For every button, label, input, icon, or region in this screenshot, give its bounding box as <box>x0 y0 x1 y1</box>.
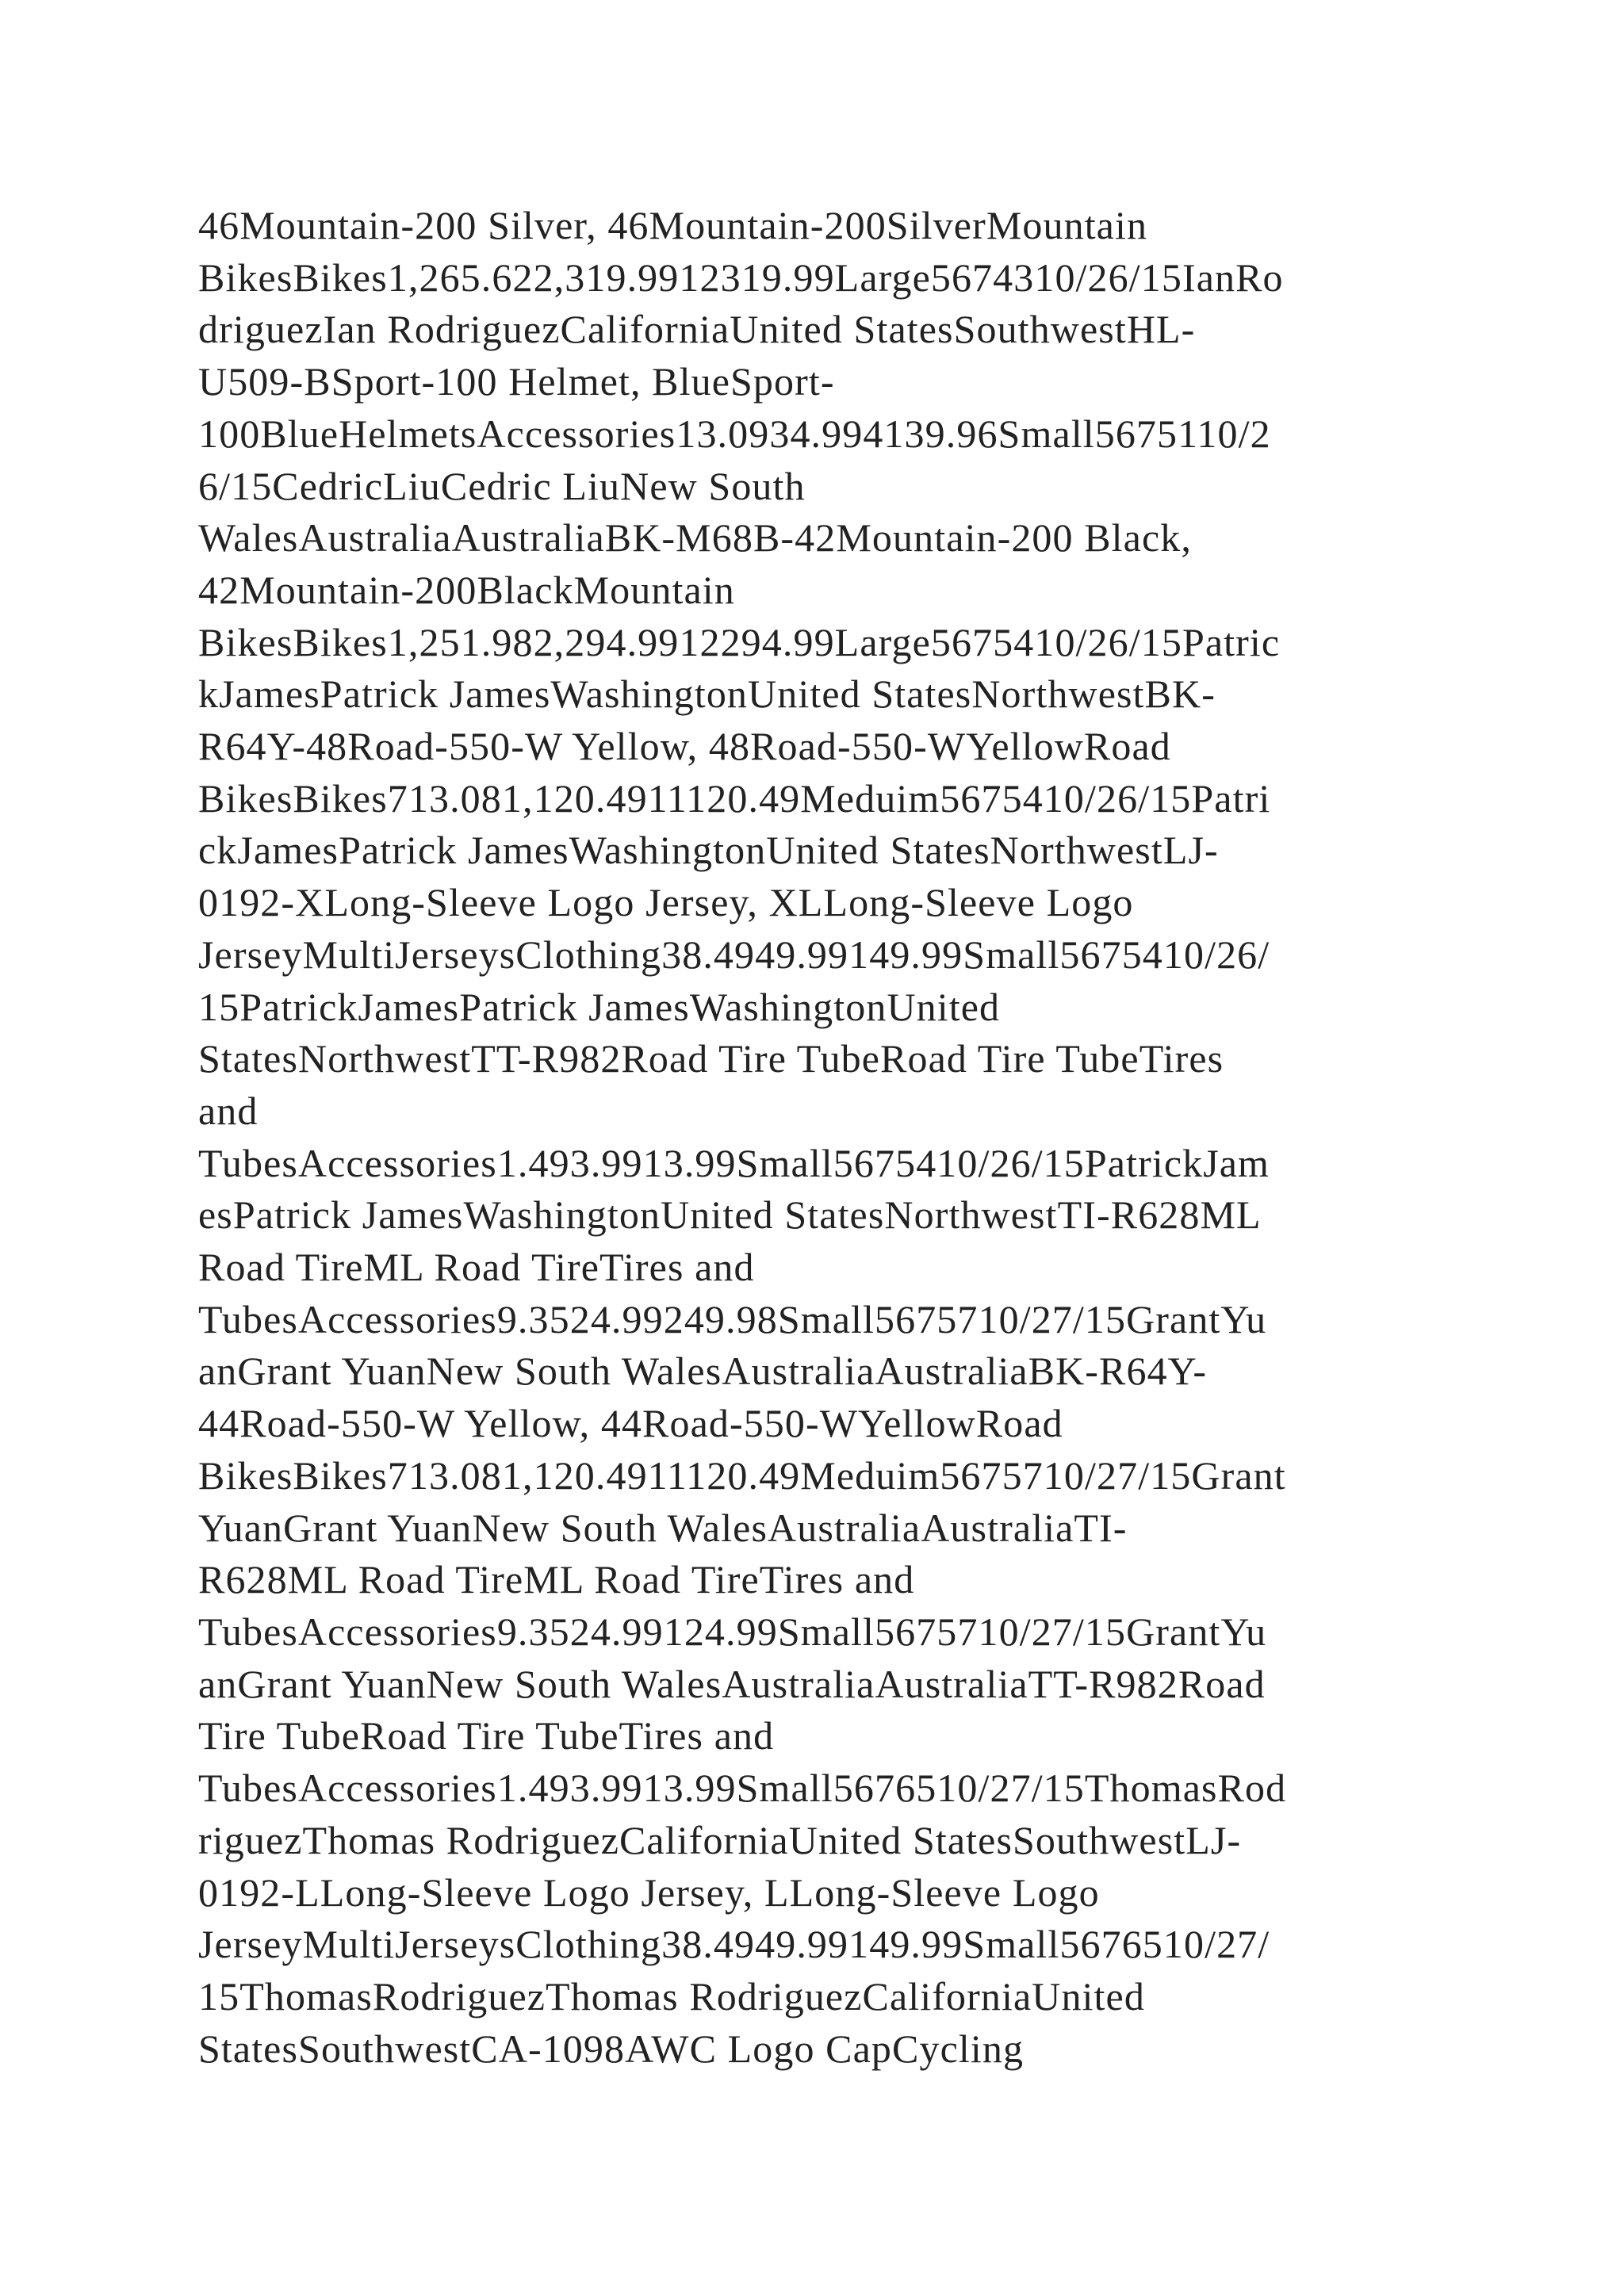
text-line-14: 0192-XLong-Sleeve Logo Jersey, XLLong-Sleeve Logo <box>198 880 1134 925</box>
document-text-block <box>198 200 1451 2075</box>
text-line-8: 42Mountain-200BlackMountain <box>198 567 735 612</box>
text-line-17: StatesNorthwestTT-R982Road Tire TubeRoad Tire TubeTires <box>198 1036 1224 1081</box>
text-line-7: WalesAustraliaAustraliaBK-M68B-42Mountain-200 Black, <box>198 515 1192 561</box>
text-line-35: 15ThomasRodriguezThomas RodriguezCaliforniaUnited <box>198 1973 1145 2019</box>
text-line-5: 100BlueHelmetsAccessories13.0934.994139.96Small5675110/2 <box>198 411 1271 456</box>
text-line-9: BikesBikes1,251.982,294.9912294.99Large5675410/26/15Patric <box>198 619 1281 664</box>
text-line-21: Road TireML Road TireTires and <box>198 1245 755 1290</box>
text-line-3: driguezIan RodriguezCaliforniaUnited StatesSouthwestHL- <box>198 307 1196 352</box>
text-line-28: TubesAccessories9.3524.99124.99Small5675710/27/15GrantYu <box>198 1609 1267 1654</box>
text-line-22: TubesAccessories9.3524.99249.98Small5675710/27/15GrantYu <box>198 1296 1267 1341</box>
text-line-11: R64Y-48Road-550-W Yellow, 48Road-550-WYellowRoad <box>198 724 1171 769</box>
text-line-26: YuanGrant YuanNew South WalesAustraliaAustraliaTI- <box>198 1505 1128 1550</box>
text-line-6: 6/15CedricLiuCedric LiuNew South <box>198 463 806 508</box>
text-line-20: esPatrick JamesWashingtonUnited StatesNorthwestTI-R628ML <box>198 1192 1262 1238</box>
text-line-4: U509-BSport-100 Helmet, BlueSport- <box>198 359 835 404</box>
text-line-31: TubesAccessories1.493.9913.99Small5676510/27/15ThomasRod <box>198 1766 1287 1811</box>
text-line-16: 15PatrickJamesPatrick JamesWashingtonUnited <box>198 984 1001 1029</box>
text-line-33: 0192-LLong-Sleeve Logo Jersey, LLong-Sleeve Logo <box>198 1869 1100 1915</box>
text-line-12: BikesBikes713.081,120.4911120.49Meduim5675410/26/15Patri <box>198 775 1271 821</box>
text-line-15: JerseyMultiJerseysClothing38.4949.99149.99Small5675410/26/ <box>198 932 1270 977</box>
text-line-19: TubesAccessories1.493.9913.99Small5675410/26/15PatrickJam <box>198 1140 1270 1185</box>
text-line-18: and <box>198 1088 259 1133</box>
text-line-23: anGrant YuanNew South WalesAustraliaAustraliaBK-R64Y- <box>198 1349 1208 1394</box>
text-line-2: BikesBikes1,265.622,319.9912319.99Large5674310/26/15IanRo <box>198 254 1284 300</box>
text-line-10: kJamesPatrick JamesWashingtonUnited StatesNorthwestBK- <box>198 672 1216 717</box>
text-line-36: StatesSouthwestCA-1098AWC Logo CapCycling <box>198 2026 1025 2071</box>
text-line-34: JerseyMultiJerseysClothing38.4949.99149.99Small5676510/27/ <box>198 1922 1270 1967</box>
text-line-30: Tire TubeRoad Tire TubeTires and <box>198 1713 775 1758</box>
text-line-1: 46Mountain-200 Silver, 46Mountain-200SilverMountain <box>198 203 1148 247</box>
text-line-29: anGrant YuanNew South WalesAustraliaAustraliaTT-R982Road <box>198 1661 1266 1706</box>
text-line-13: ckJamesPatrick JamesWashingtonUnited StatesNorthwestLJ- <box>198 828 1219 873</box>
text-line-32: riguezThomas RodriguezCaliforniaUnited StatesSouthwestLJ- <box>198 1817 1242 1862</box>
text-line-27: R628ML Road TireML Road TireTires and <box>198 1557 915 1602</box>
text-line-24: 44Road-550-W Yellow, 44Road-550-WYellowRoad <box>198 1401 1063 1446</box>
text-line-25: BikesBikes713.081,120.4911120.49Meduim5675710/27/15Grant <box>198 1452 1286 1498</box>
